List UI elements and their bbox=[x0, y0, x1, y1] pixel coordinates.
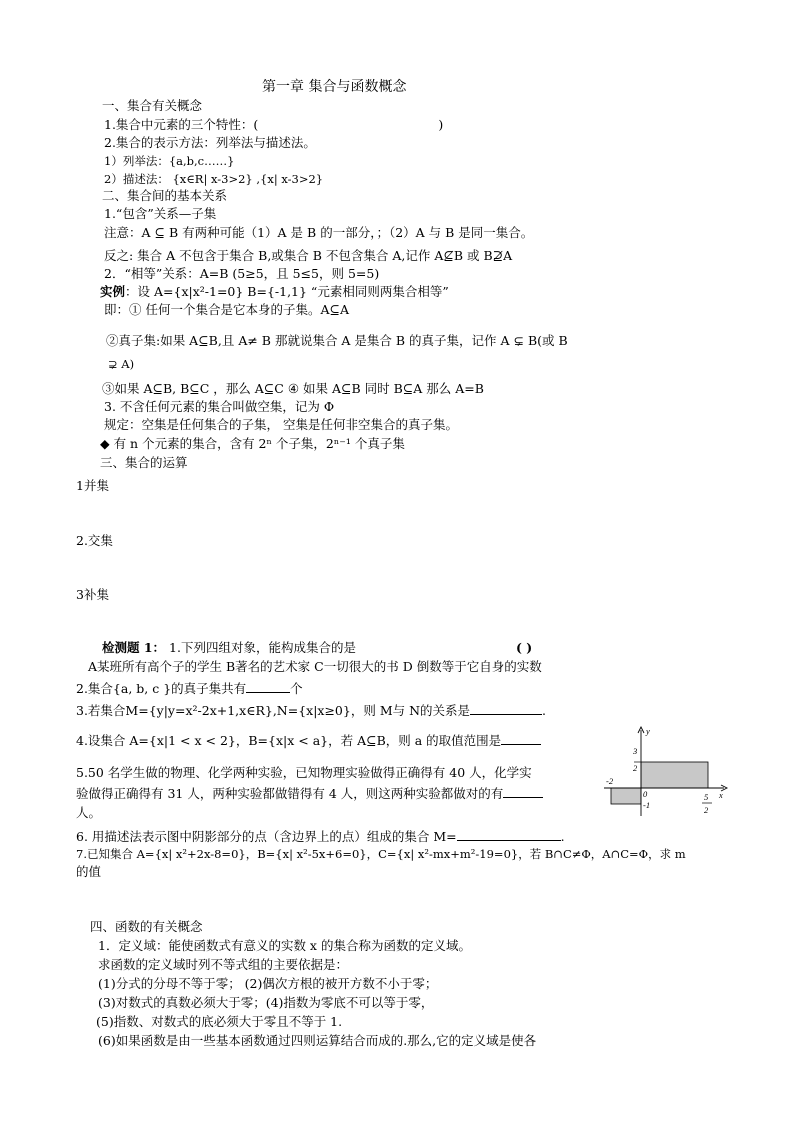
quiz-q1 bbox=[102, 640, 356, 656]
s2-line-11: 规定：空集是任何集合的子集， 空集是任何非空集合的真子集。 bbox=[104, 417, 458, 432]
quiz-q2-blank[interactable] bbox=[246, 680, 290, 693]
s1-line-3: 1）列举法：{a,b,c……} bbox=[104, 154, 235, 168]
quiz-q6 bbox=[76, 828, 565, 845]
shaded-rect-lower bbox=[611, 788, 641, 804]
quiz-q5-line-1: 5.50 名学生做的物理、化学两种实验，已知物理实验做得正确得有 40 人，化学实 bbox=[76, 765, 532, 780]
y-tick-numerator: 3 bbox=[633, 746, 638, 756]
quiz-q2 bbox=[76, 680, 303, 697]
x-axis-label: x bbox=[719, 790, 723, 800]
quiz-q3-blank[interactable] bbox=[470, 702, 542, 715]
quiz-q5-line-3: 人。 bbox=[76, 805, 102, 820]
s2-line-5-label: 实例 bbox=[100, 284, 126, 299]
shaded-rect-upper bbox=[641, 762, 708, 788]
shaded-region-figure bbox=[598, 724, 733, 822]
s2-line-2: 注意：A ⊆ B 有两种可能（1）A 是 B 的一部分，；（2）A 与 B 是同一集合。 bbox=[104, 225, 534, 240]
quiz-q5-line-2-text: 验做得正确得有 31 人，两种实验都做错得有 4 人，则这两种实验都做对的有 bbox=[76, 786, 504, 801]
quiz-q1-options: A某班所有高个子的学生 B著名的艺术家 C一切很大的书 D 倒数等于它自身的实数 bbox=[88, 659, 542, 674]
quiz-q4 bbox=[76, 732, 541, 749]
y-tick-neg1: -1 bbox=[643, 800, 651, 810]
quiz-q2-end: 个 bbox=[290, 681, 303, 696]
section-heading-4: 四、函数的有关概念 bbox=[90, 919, 203, 934]
quiz-q3 bbox=[76, 702, 546, 719]
s2-line-9: ③如果 A⊆B, B⊆C ，那么 A⊆C ④ 如果 A⊆B 同时 B⊆A 那么 A=B bbox=[102, 381, 484, 396]
quiz-q6-end: . bbox=[560, 829, 565, 844]
s1-line-2: 2.集合的表示方法：列举法与描述法。 bbox=[104, 135, 316, 150]
x-tick-numerator: 5 bbox=[704, 792, 709, 802]
s4-line-1: 1．定义域：能使函数式有意义的实数 x 的集合称为函数的定义域。 bbox=[98, 938, 471, 953]
quiz-q7-line-1: 7.已知集合 A={x| x²+2x-8=0}，B={x| x²-5x+6=0}，C={x| x²-mx+m²-19=0}，若 B∩C≠Φ，A∩C=Φ，求 m bbox=[76, 847, 686, 861]
quiz-label: 检测题 1： bbox=[102, 640, 166, 655]
s2-line-8: ⊋ A) bbox=[108, 357, 135, 371]
s1-line-4: 2）描述法： {x∈R| x-3>2} ,{x| x-3>2} bbox=[104, 172, 324, 186]
quiz-q3-end: . bbox=[542, 703, 547, 718]
quiz-q2-text: 2.集合{a, b, c }的真子集共有 bbox=[76, 681, 247, 696]
s4-line-4: (3)对数式的真数必须大于零；(4)指数为零底不可以等于零， bbox=[98, 995, 434, 1010]
s3-union: 1并集 bbox=[76, 478, 109, 493]
s3-complement: 3补集 bbox=[76, 587, 109, 602]
quiz-q6-text: 6. 用描述法表示图中阴影部分的点（含边界上的点）组成的集合 M= bbox=[76, 829, 457, 844]
quiz-q5-line-2 bbox=[76, 785, 543, 802]
quiz-q1-text: 1.下列四组对象，能构成集合的是 bbox=[165, 640, 356, 655]
s4-line-5: (5)指数、对数式的底必须大于零且不等于 1. bbox=[96, 1014, 343, 1029]
s2-line-1: 1.“包含”关系—子集 bbox=[104, 206, 217, 221]
s2-line-4: 2．“相等”关系：A=B (5≥5，且 5≤5，则 5=5) bbox=[104, 266, 380, 281]
s1-line-1-end: ) bbox=[438, 117, 444, 132]
quiz-q1-answer-paren: ( ) bbox=[516, 640, 533, 655]
s4-line-2: 求函数的定义域时列不等式组的主要依据是： bbox=[98, 957, 349, 972]
section-heading-3: 三、集合的运算 bbox=[100, 455, 188, 470]
quiz-q5-blank[interactable] bbox=[503, 785, 543, 798]
origin-label: 0 bbox=[643, 789, 648, 799]
quiz-q6-blank[interactable] bbox=[457, 828, 561, 841]
quiz-q4-text: 4.设集合 A={x|1 < x < 2}，B={x|x < a}，若 A⊆B，则 a 的取值范围是 bbox=[76, 733, 502, 748]
x-tick-neg2: -2 bbox=[606, 776, 614, 786]
y-tick-denominator: 2 bbox=[633, 763, 638, 773]
s2-line-6: 即：① 任何一个集合是它本身的子集。A⊆A bbox=[104, 302, 350, 317]
x-tick-denominator: 2 bbox=[704, 805, 709, 815]
y-axis-label: y bbox=[646, 726, 650, 736]
s1-line-1 bbox=[104, 117, 443, 133]
quiz-q4-blank[interactable] bbox=[501, 732, 541, 745]
quiz-q7-line-2: 的值 bbox=[76, 864, 102, 879]
s2-line-7: ②真子集:如果 A⊆B,且 A≠ B 那就说集合 A 是集合 B 的真子集，记作 A ⊊ B(或 B bbox=[106, 333, 568, 348]
s3-intersection: 2.交集 bbox=[76, 533, 113, 548]
s2-line-10: 3. 不含任何元素的集合叫做空集，记为 Φ bbox=[104, 399, 335, 414]
s2-line-12: ◆ 有 n 个元素的集合，含有 2ⁿ 个子集，2ⁿ⁻¹ 个真子集 bbox=[100, 436, 405, 451]
s2-line-3: 反之: 集合 A 不包含于集合 B,或集合 B 不包含集合 A,记作 A⊈B 或 B⊉A bbox=[104, 248, 513, 263]
section-heading-2: 二、集合间的基本关系 bbox=[102, 188, 228, 203]
s2-line-5-text: ：设 A={x|x²-1=0} B={-1,1} “元素相同则两集合相等” bbox=[125, 284, 449, 299]
s4-line-3: (1)分式的分母不等于零； (2)偶次方根的被开方数不小于零； bbox=[98, 976, 438, 991]
s2-line-5 bbox=[100, 284, 449, 300]
s1-line-1-text: 1.集合中元素的三个特性：( bbox=[104, 117, 259, 132]
quiz-q3-text: 3.若集合M={y|y=x²-2x+1,x∈R},N={x|x≥0}，则 M与 N的关系是 bbox=[76, 703, 471, 718]
page-title: 第一章 集合与函数概念 bbox=[262, 79, 407, 95]
section-heading-1: 一、集合有关概念 bbox=[102, 98, 203, 113]
s4-line-6: (6)如果函数是由一些基本函数通过四则运算结合而成的.那么,它的定义域是使各 bbox=[98, 1033, 537, 1048]
